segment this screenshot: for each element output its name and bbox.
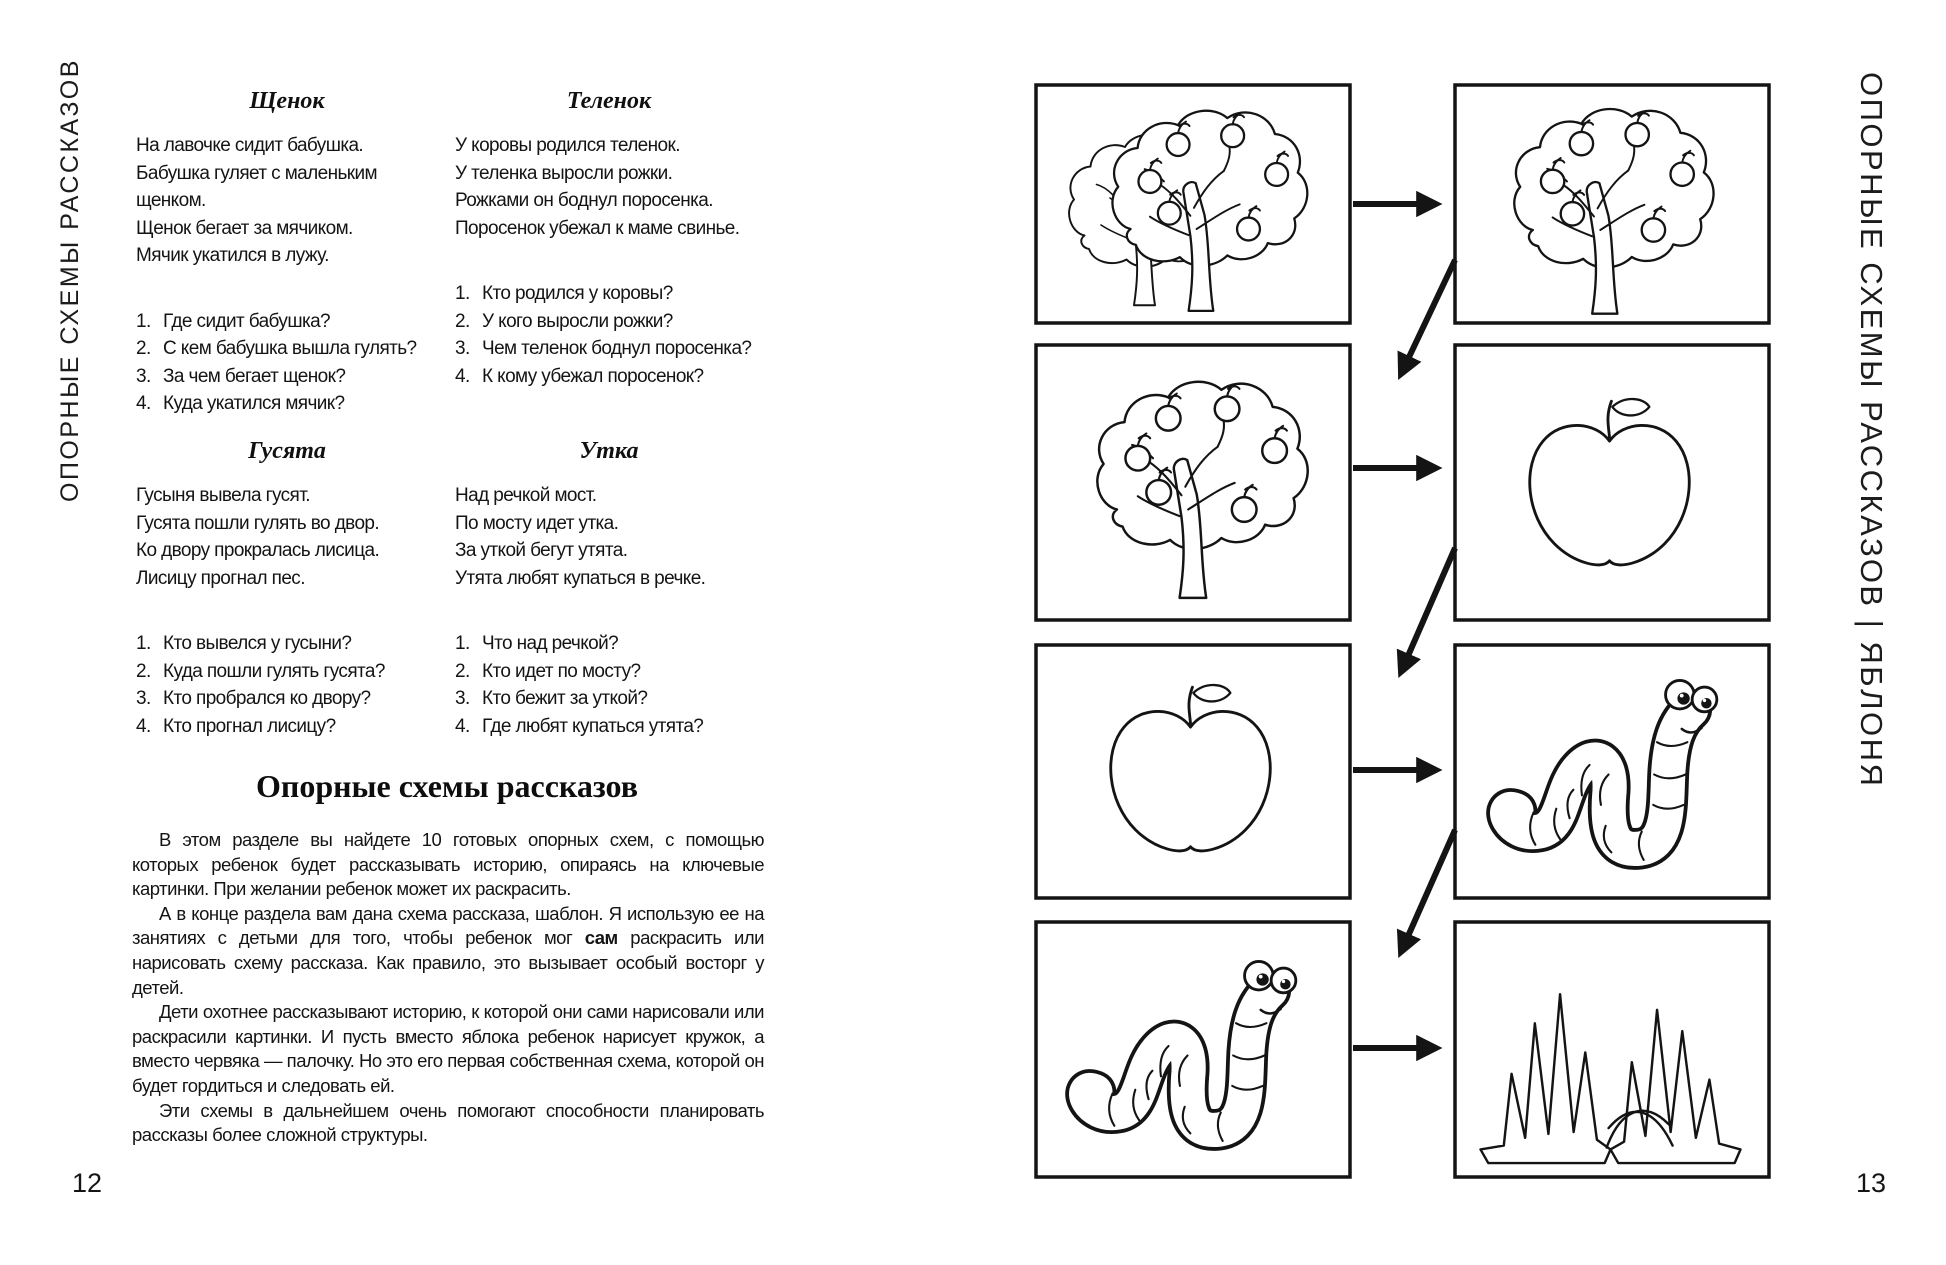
paragraph: А в конце раздела вам дана схема рассказа, шаблон. Я использую ее на занятиях с детьми для того, чтобы ребенок мог сам раскрасить или нарисовать схему рассказа. Как правило, это вызывает особый восторг у детей.	[132, 902, 764, 998]
story-line: По мосту идет утка.	[455, 512, 619, 534]
story-line: На лавочке сидит бабушка.	[136, 135, 364, 156]
question: 1. Что над речкой?	[455, 633, 619, 654]
story-line: Мячик укатился в лужу.	[136, 245, 329, 266]
question: 4. Где любят купаться утята?	[455, 715, 704, 737]
story-text	[136, 482, 438, 592]
paragraph: В этом разделе вы найдете 10 готовых опорных схем, с помощью которых ребенок будет рассказывать историю, опираясь на ключевые картинки. При желании ребенок может их раскрасить.	[132, 829, 764, 900]
story-text	[455, 482, 763, 592]
story-duck	[455, 436, 763, 740]
question: 3. Чем теленок боднул поросенка?	[455, 338, 752, 359]
story-questions	[136, 308, 438, 418]
story-line: Щенок бегает за мячиком.	[136, 217, 353, 239]
question: 2. С кем бабушка вышла гулять?	[136, 338, 417, 359]
question: 1. Где сидит бабушка?	[136, 310, 331, 332]
story-line: Поросенок убежал к маме свинье.	[455, 217, 740, 239]
page-number-right: 13	[1856, 1168, 1887, 1198]
story-line: За уткой бегут утята.	[455, 540, 628, 561]
story-line: Над речкой мост.	[455, 485, 597, 506]
story-calf	[455, 86, 763, 390]
paragraph: Эти схемы в дальнейшем очень помогают способности планировать рассказы более сложной структуры.	[132, 1099, 764, 1146]
story-title: Теленок	[566, 88, 652, 114]
story-line: Лисицу прогнал пес.	[136, 567, 305, 589]
scheme-svg	[1020, 70, 1810, 1190]
arrow-diagonal-1	[1401, 260, 1455, 374]
story-puppy	[136, 86, 438, 418]
story-text	[136, 132, 438, 270]
left-page-vertical-title: ОПОРНЫЕ СХЕМЫ РАССКАЗОВ	[56, 58, 84, 502]
question: 3. Кто пробрался ко двору?	[136, 688, 371, 709]
question: 4. Кто прогнал лисицу?	[136, 715, 336, 737]
story-questions	[136, 630, 438, 740]
question: 4. Куда укатился мячик?	[136, 393, 345, 414]
question: 2. Кто идет по мосту?	[455, 660, 641, 682]
story-line: Рожками он боднул поросенка.	[455, 190, 713, 211]
page-number-left: 12	[72, 1168, 103, 1198]
story-goslings	[136, 436, 438, 740]
story-line: У коровы родился теленок.	[455, 135, 680, 156]
question: 1. Кто родился у коровы?	[455, 283, 673, 304]
question: 2. Куда пошли гулять гусята?	[136, 660, 385, 682]
story-questions	[455, 630, 763, 740]
question: 2. У кого выросли рожки?	[455, 310, 673, 332]
section-paragraphs	[132, 828, 764, 1148]
arrow-diagonal-2	[1401, 548, 1455, 672]
story-text	[455, 132, 763, 242]
paragraph: Дети охотнее рассказывают историю, к которой они сами нарисовали или раскрасили картинки. И пусть вместо яблока ребенок нарисует кружок, а вместо червяка — палочку. Но это его первая собственная схема, которой он будет гордиться и следовать ей.	[132, 1001, 764, 1096]
right-page-vertical-title: ОПОРНЫЕ СХЕМЫ РАССКАЗОВ | ЯБЛОНЯ	[1854, 72, 1889, 789]
question: 3. Кто бежит за уткой?	[455, 688, 648, 709]
story-line: Гусята пошли гулять во двор.	[136, 512, 380, 534]
panel-frame	[1455, 922, 1769, 1177]
story-title: Щенок	[249, 88, 325, 114]
story-scheme-diagram	[1020, 70, 1810, 1190]
story-line: Утята любят купаться в речке.	[455, 567, 706, 589]
story-line: Гусыня вывела гусят.	[136, 485, 310, 506]
section-heading: Опорные схемы рассказов	[255, 768, 639, 804]
arrow-diagonal-3	[1401, 830, 1455, 952]
story-line: Ко двору прокралась лисица.	[136, 540, 380, 561]
story-questions	[455, 280, 763, 390]
question: 1. Кто вывелся у гусыни?	[136, 633, 352, 654]
story-line: Бабушка гуляет с маленьким щенком.	[136, 162, 377, 211]
story-title: Гусята	[248, 438, 326, 464]
story-title: Утка	[579, 438, 639, 464]
question: 4. К кому убежал поросенок?	[455, 365, 704, 387]
question: 3. За чем бегает щенок?	[136, 365, 346, 387]
story-line: У теленка выросли рожки.	[455, 162, 673, 184]
